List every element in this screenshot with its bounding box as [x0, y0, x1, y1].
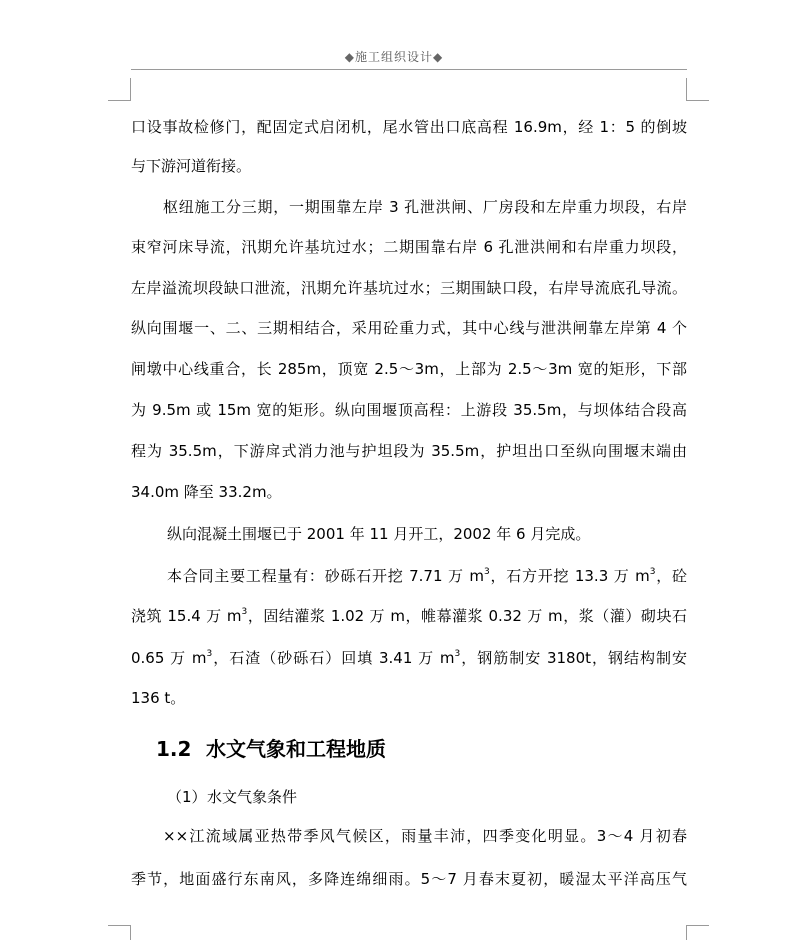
quantity-text: ，石方开挖 13.3 万 m — [489, 567, 650, 585]
body-line: 34.0m 降至 33.2m。 — [131, 483, 282, 501]
body-line: 束窄河床导流，汛期允许基坑过水；二期围靠右岸 6 孔泄洪闸和右岸重力坝段， — [131, 238, 687, 256]
body-line: 与下游河道衔接。 — [131, 157, 252, 175]
quantity-text: 本合同主要工程量有：砂砾石开挖 7.71 万 m — [167, 567, 484, 585]
header-rule — [131, 69, 687, 70]
subsection-heading — [167, 787, 297, 807]
crop-mark-top-right — [686, 78, 709, 101]
body-line: 左岸溢流坝段缺口泄流，汛期允许基坑过水；三期围缺口段，右岸导流底孔导流。 — [131, 279, 687, 297]
body-line: 闸墩中心线重合，长 285m，顶宽 2.5～3m，上部为 2.5～3m 宽的矩形，下部 — [131, 360, 687, 378]
superscript: 3 — [241, 607, 248, 617]
quantity-text: ，砼 — [655, 567, 687, 585]
body-line: 程为 35.5m，下游戽式消力池与护坦段为 35.5m，护坦出口至纵向围堰末端由 — [131, 442, 687, 460]
diamond-icon: ◆ — [344, 50, 355, 64]
body-line: 季节，地面盛行东南风，多降连绵细雨。5～7 月春末夏初，暖湿太平洋高压气 — [131, 870, 687, 888]
superscript: 3 — [649, 567, 656, 577]
quantity-line — [167, 566, 687, 586]
quantity-line — [131, 648, 687, 668]
crop-mark-bottom-left — [108, 925, 131, 940]
body-line: 为 9.5m 或 15m 宽的矩形。纵向围堰顶高程：上游段 35.5m，与坝体结合段高 — [131, 401, 687, 419]
quantity-text: ，固结灌浆 1.02 万 m，帷幕灌浆 0.32 万 m，浆（灌）砌块石 — [247, 607, 687, 625]
superscript: 3 — [206, 649, 213, 659]
superscript: 3 — [454, 649, 461, 659]
quantity-text: ，石渣（砂砾石）回填 3.41 万 m — [212, 649, 455, 667]
subsection-title: 水文气象条件 — [207, 788, 298, 806]
quantity-line — [131, 606, 687, 626]
crop-mark-top-left — [108, 78, 131, 101]
body-line: 纵向混凝土围堰已于 2001 年 11 月开工，2002 年 6 月完成。 — [167, 525, 591, 543]
quantity-text: ，钢筋制安 3180t，钢结构制安 — [460, 649, 687, 667]
body-line: ××江流域属亚热带季风气候区，雨量丰沛，四季变化明显。3～4 月初春 — [163, 827, 687, 845]
body-line: 枢纽施工分三期，一期围靠左岸 3 孔泄洪闸、厂房段和左岸重力坝段，右岸 — [163, 198, 687, 216]
section-heading — [156, 736, 386, 762]
quantity-line: 136 t。 — [131, 689, 186, 707]
body-line: 纵向围堰一、二、三期相结合，采用砼重力式，其中心线与泄洪闸靠左岸第 4 个 — [131, 319, 687, 337]
section-number: 1.2 — [156, 737, 192, 761]
diamond-icon: ◆ — [433, 50, 444, 64]
section-title: 水文气象和工程地质 — [206, 737, 386, 761]
body-line: 口设事故检修门，配固定式启闭机，尾水管出口底高程 16.9m，经 1：5 的倒坡 — [131, 118, 687, 136]
quantity-text: 浇筑 15.4 万 m — [131, 607, 242, 625]
header-title: 施工组织设计 — [354, 50, 433, 64]
page-header — [0, 48, 788, 68]
subsection-number: （1） — [167, 788, 207, 806]
superscript: 3 — [483, 567, 490, 577]
quantity-text: 0.65 万 m — [131, 649, 207, 667]
crop-mark-bottom-right — [686, 925, 709, 940]
